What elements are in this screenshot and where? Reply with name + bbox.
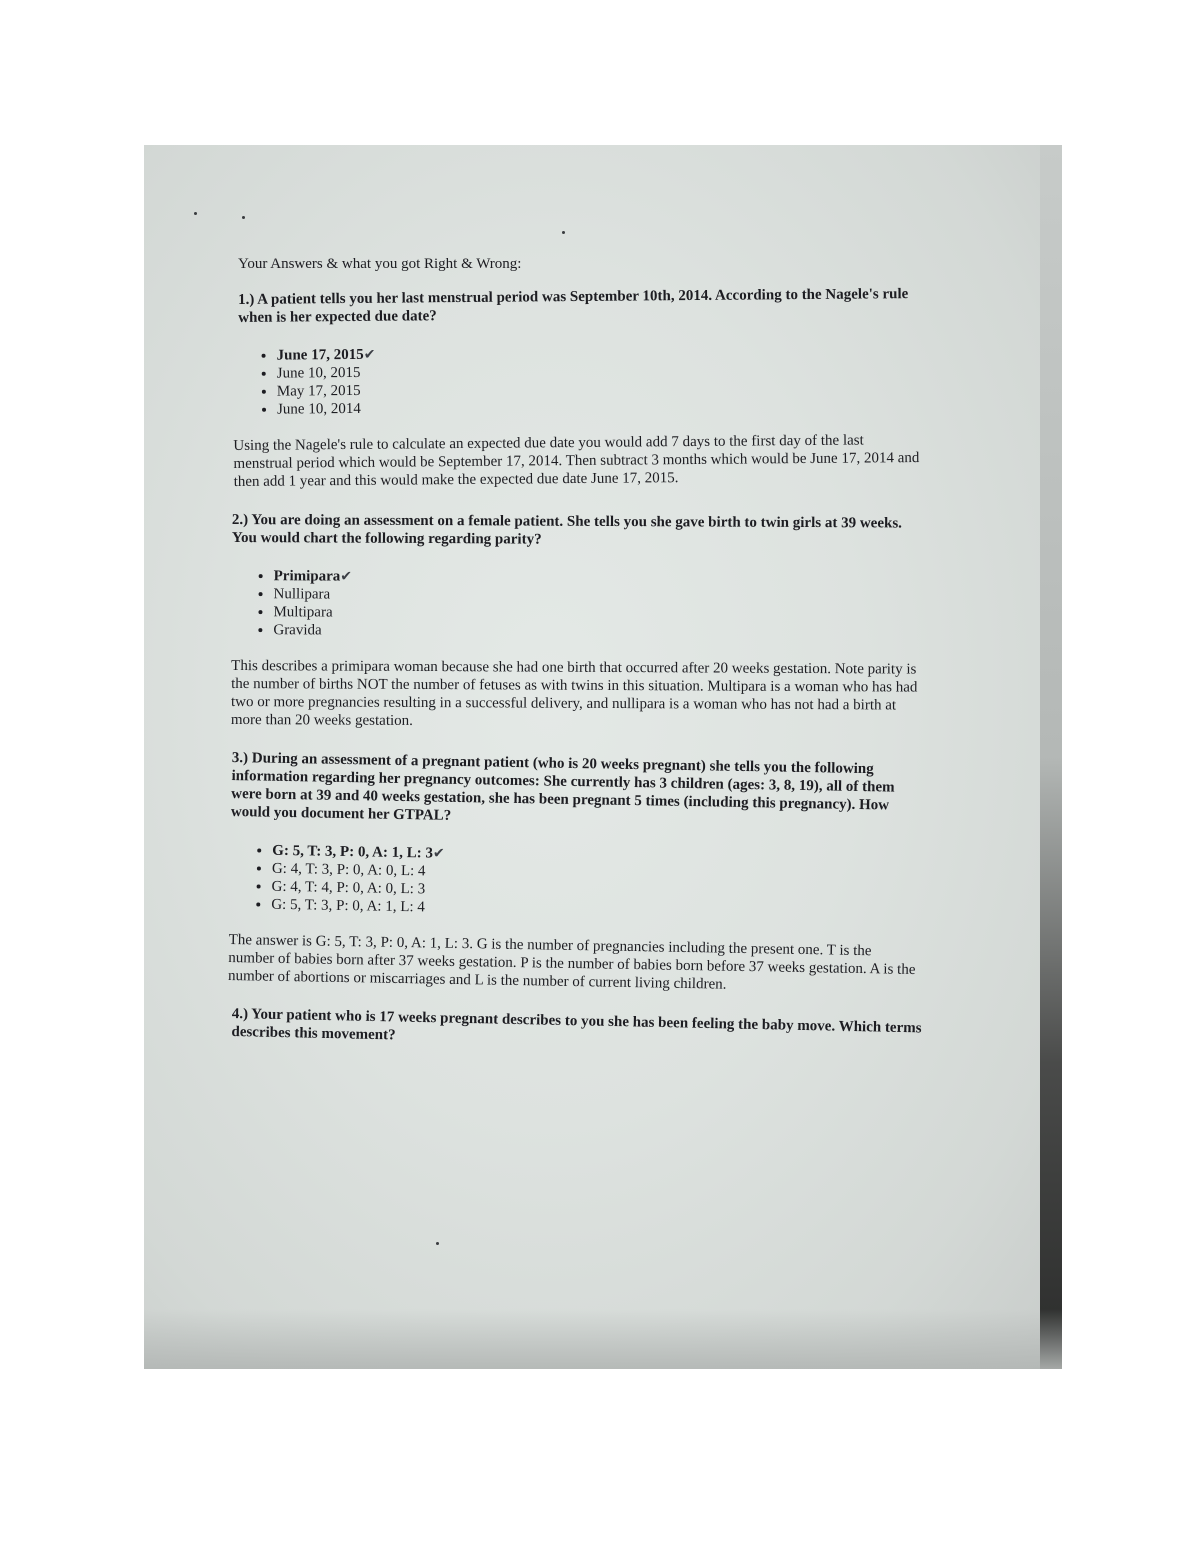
speck [562, 231, 565, 234]
speck [194, 212, 197, 215]
checkmark-icon: ✔ [363, 346, 376, 363]
question-text: 3.) During an assessment of a pregnant patient (who is 20 weeks pregnant) she tells you the following information regarding her pregnancy outcomes: She currently has 3 children (ages: 3, 8, 19), all of them were born at 39 and 40 weeks gestation, she has been pregnant 5 times (including this pregnancy). How would you document her GTPAL? [230, 749, 895, 824]
question-block-3 [228, 749, 922, 997]
answer-option: • Multipara [273, 603, 921, 624]
question-block-4 [231, 1005, 922, 1055]
bottom-shadow [144, 1309, 1062, 1369]
answer-option-correct: • Primipara✔ [274, 567, 922, 588]
worksheet-content [227, 255, 922, 1061]
answer-option-correct: • June 17, 2015✔ [276, 341, 922, 365]
answer-explanation: This describes a primipara woman because she had one birth that occurred after 20 weeks gestation. Note parity is the number of births NOT the number of fetuses as with twins in this situation. Multipara is a woman who has had two or more pregnancies resulting in a successful delivery, and nullipara is a woman who has not had a birth at more than 20 weeks gestation. [230, 657, 918, 729]
answer-option: • Nullipara [274, 585, 922, 606]
question-text: 1.) A patient tells you her last menstrual period was September 10th, 2014. According to the Nagele's rule when is her expected due date? [238, 286, 909, 326]
speck [242, 216, 245, 219]
answer-option: • G: 4, T: 3, P: 0, A: 0, L: 4 [272, 860, 920, 889]
answer-option: • G: 5, T: 3, P: 0, A: 1, L: 4 [271, 896, 919, 925]
question-text: 4.) Your patient who is 17 weeks pregnant describes to you she has been feeling the baby move. Which terms describes this movement? [231, 1005, 922, 1044]
question-block-2 [231, 511, 922, 733]
scanned-photo [144, 145, 1062, 1369]
answer-options [231, 567, 921, 643]
checkmark-icon: ✔ [432, 845, 445, 862]
checkmark-icon: ✔ [340, 568, 353, 585]
answer-option: • May 17, 2015 [277, 377, 923, 401]
answer-explanation: Using the Nagele's rule to calculate an expected due date you would add 7 days to the first day of the last menstrual period which would be September 17, 2014. Then subtract 3 months which would be June 17, 2014 and then add 1 year and this would make the expected due date June 17, 2015. [233, 432, 920, 490]
worksheet-header: Your Answers & what you got Right & Wrong: [238, 256, 522, 272]
answer-explanation: The answer is G: 5, T: 3, P: 0, A: 1, L: 3. G is the number of pregnancies including the present one. T is the number of babies born after 37 weeks gestation. P is the number of babies born before 37 weeks gestation. A is the number of abortions or miscarriages and L is the number of current living children. [227, 931, 916, 993]
page-edge-shadow [1040, 145, 1062, 1369]
answer-options [232, 341, 923, 419]
speck [436, 1242, 439, 1245]
answer-option: • G: 4, T: 4, P: 0, A: 0, L: 3 [271, 878, 919, 907]
answer-option: • June 10, 2014 [277, 395, 923, 419]
answer-option-correct: • G: 5, T: 3, P: 0, A: 1, L: 3✔ [272, 842, 920, 871]
answer-option: • Gravida [273, 621, 921, 642]
question-text: 2.) You are doing an assessment on a female patient. She tells you she gave birth to twin girls at 39 weeks. You would chart the following regarding parity? [231, 512, 902, 548]
question-block-1 [232, 285, 924, 491]
answer-option: • June 10, 2015 [277, 359, 923, 383]
answer-options [229, 841, 920, 925]
